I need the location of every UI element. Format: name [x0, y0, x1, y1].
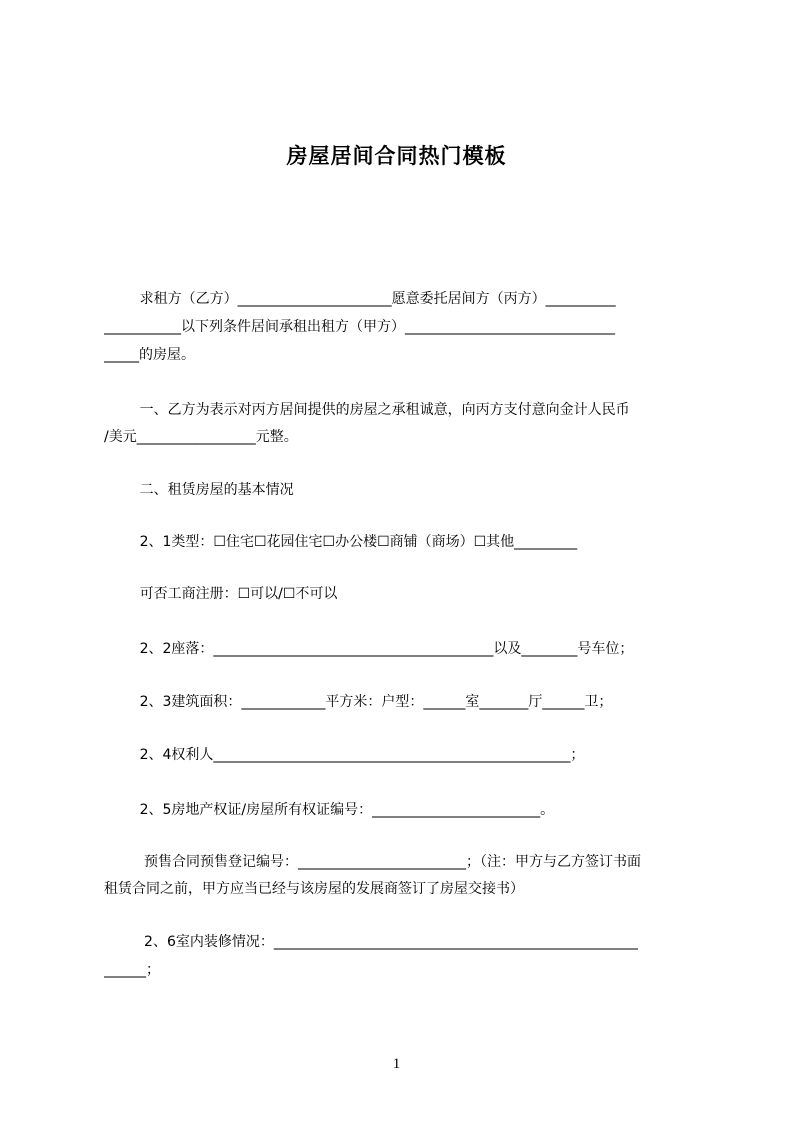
clause-1-line: /美元_________________元整。 [104, 429, 298, 445]
paragraph-line: ___________以下列条件居间承租出租方（甲方）______________________________ [104, 319, 615, 335]
clause-2-6-decoration: 2、6室内装修情况：____________________________________________________ [104, 934, 638, 950]
clause-2-6-decoration: ______； [104, 962, 160, 978]
section-heading: 二、租赁房屋的基本情况 [104, 482, 294, 498]
clause-presale-line: 预售合同预售登记编号：________________________；（注：甲方与乙方签订书面 [104, 854, 642, 870]
clause-2-1-type: 2、1类型：☐住宅☐花园住宅☐办公楼☐商铺（商场）☐其他_________ [104, 534, 578, 550]
page-number: 1 [392, 1056, 401, 1072]
clause-1-line: 一、乙方为表示对丙方居间提供的房屋之承租诚意，向丙方支付意向金计人民币 [104, 402, 630, 418]
clause-2-4-owner: 2、4权利人___________________________________________________； [104, 747, 585, 763]
clause-business-registration: 可否工商注册：☐可以/☐不可以 [104, 586, 338, 602]
clause-presale-line: 租赁合同之前，甲方应当已经与该房屋的发展商签订了房屋交接书） [104, 881, 524, 897]
clause-2-5-certificate: 2、5房地产权证/房屋所有权证编号：________________________。 [104, 802, 555, 818]
document-title: 房屋居间合同热门模板 [286, 144, 507, 168]
paragraph-line: 求租方（乙方）______________________愿意委托居间方（丙方）__________ [104, 291, 616, 307]
clause-2-2-location: 2、2座落：________________________________________以及________号车位； [104, 641, 634, 657]
paragraph-line: _____的房屋。 [104, 347, 195, 363]
clause-2-3-area: 2、3建筑面积：____________平方米：户型：______室_______厅______卫； [104, 694, 613, 710]
